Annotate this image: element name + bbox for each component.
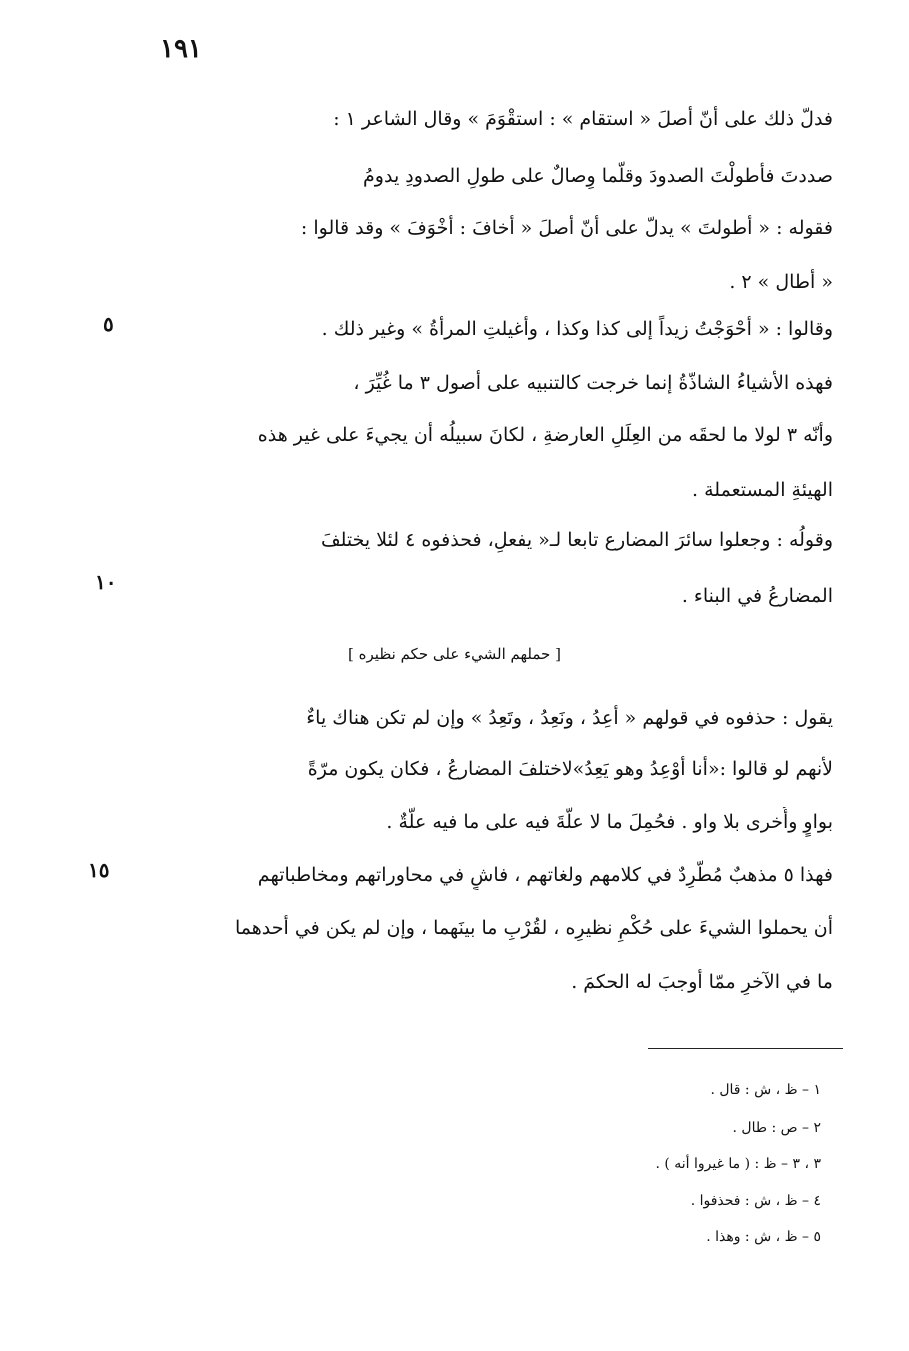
text-line-11: يقول : حذفوه في قولهم « أعِدُ ، ونَعِدُ ، وتَعِدُ » وإن لم تكن هناك ياءٌ	[306, 707, 833, 729]
page-number: ١٩١	[160, 34, 202, 64]
margin-line-number-15: ١٥	[88, 858, 110, 882]
footnote-4: ٤ – ظ ، ش : فحذفوا .	[690, 1193, 821, 1209]
footnote-2: ٢ – ص : طال .	[732, 1120, 821, 1136]
poetry-verse-line: صددتَ فأطولْتَ الصدودَ وقلّما وِصالٌ على طولِ الصدودِ يدومُ	[363, 165, 833, 187]
text-line-5: وقالوا : « أحْوَجْتُ زيداً إلى كذا وكذا ، وأغيلتِ المرأةُ » وغير ذلك .	[321, 318, 833, 340]
text-line-6: فهذه الأشياءُ الشاذّةُ إنما خرجت كالتنبيه على أصول ٣ ما غُيِّرَ ،	[353, 372, 833, 394]
text-line-8: الهيئةِ المستعملة .	[692, 479, 833, 501]
text-line-13: بواوٍ وأُخرى بلا واو . فحُمِلَ ما لا علّةَ فيه على ما فيه علّةٌ .	[386, 811, 833, 833]
text-line-4: « أطال » ٢ .	[729, 271, 833, 293]
section-heading: [ حملهم الشيء على حكم نظيره ]	[348, 645, 561, 663]
text-line-16: ما في الآخرِ ممّا أوجبَ له الحكمَ .	[571, 971, 833, 993]
footnote-5: ٥ – ظ ، ش : وهذا .	[706, 1229, 821, 1245]
text-line-14: فهذا ٥ مذهبٌ مُطّرِدٌ في كلامهم ولغاتهم ، فاشٍ في محاوراتهم ومخاطباتهم	[257, 864, 833, 886]
text-line-7: وأنّه ٣ لولا ما لحقَه من العِلَلِ العارضةِ ، لكانَ سبيلُه أن يجيءَ على غير هذه	[257, 424, 833, 446]
text-line-3: فقوله : « أطولتَ » يدلّ على أنّ أصلَ « أخافَ : أخْوَفَ » وقد قالوا :	[300, 217, 833, 239]
footnote-3: ٣ ، ٣ – ظ : ( ما غيروا أنه ) .	[655, 1156, 821, 1172]
margin-line-number-10: ١٠	[95, 570, 117, 594]
text-line-15: أن يحملوا الشيءَ على حُكْمِ نظيرِه ، لقُرْبِ ما بينَهما ، وإن لم يكن في أحدهما	[234, 917, 833, 939]
text-line-1: فدلّ ذلك على أنّ أصلَ « استقام » : استقْوَمَ » وقال الشاعر ١ :	[333, 108, 833, 130]
footnote-1: ١ – ظ ، ش : قال .	[710, 1082, 821, 1098]
margin-line-number-5: ٥	[103, 312, 114, 336]
text-line-12: لأنهم لو قالوا :«أنا أوْعِدُ وهو يَعِدُ»لاختلفَ المضارعُ ، فكان يكون مرّةً	[307, 758, 833, 780]
text-line-10: المضارعُ في البناء .	[681, 585, 833, 607]
text-line-9: وقولُه : وجعلوا سائرَ المضارع تابعا لـ« يفعلِ، فحذفوه ٤ لئلا يختلفَ	[320, 529, 833, 551]
footnote-separator	[648, 1048, 843, 1049]
